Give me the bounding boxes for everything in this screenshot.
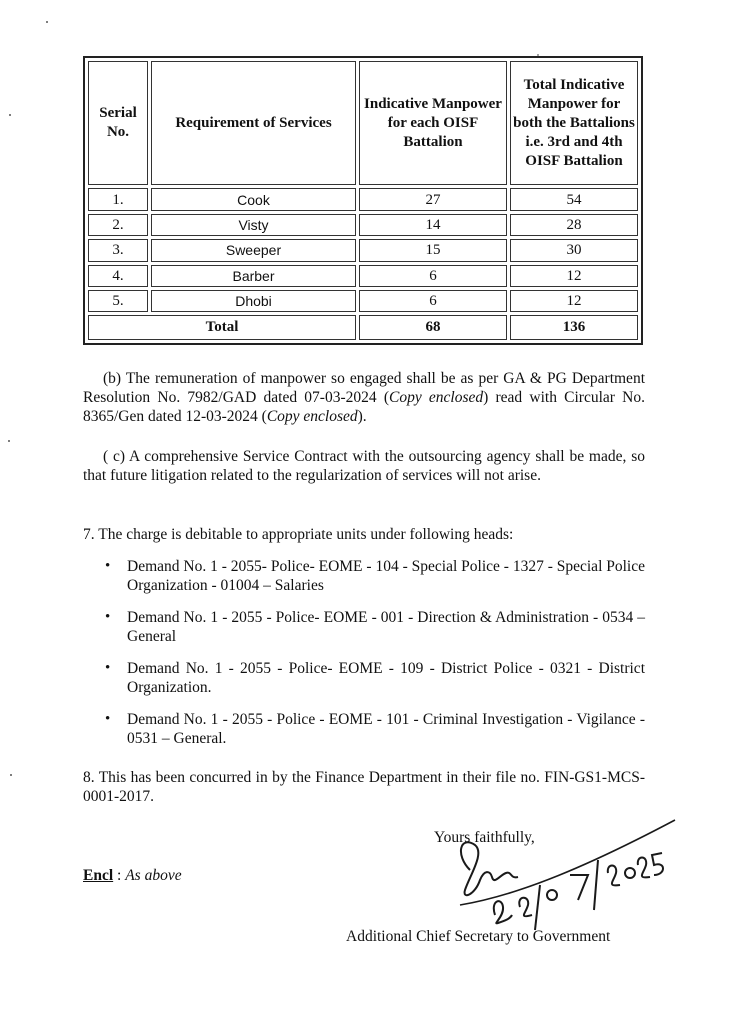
table-total-row xyxy=(88,315,638,340)
list-item-text: Demand No. 1 - 2055 - Police- EOME - 001 - Direction & Administration - 0534 – General xyxy=(127,609,645,645)
cell-each: 6 xyxy=(359,290,507,312)
cell-each: 27 xyxy=(359,188,507,210)
header-requirement: Requirement of Services xyxy=(151,61,356,185)
cell-each: 15 xyxy=(359,239,507,261)
cell-service: Sweeper xyxy=(151,239,356,261)
cell-serial: 1. xyxy=(88,188,148,210)
list-item xyxy=(83,557,645,595)
table-row xyxy=(88,214,638,236)
cell-both: 12 xyxy=(510,290,638,312)
list-item xyxy=(83,608,645,646)
table-row xyxy=(88,239,638,261)
cell-serial: 4. xyxy=(88,265,148,287)
closing-salutation: Yours faithfully, xyxy=(434,829,535,846)
enclosure-value: As above xyxy=(125,867,182,884)
total-each: 68 xyxy=(359,315,507,340)
cell-both: 54 xyxy=(510,188,638,210)
paragraph-b-copy2: Copy enclosed xyxy=(266,408,358,425)
cell-service: Dhobi xyxy=(151,290,356,312)
cell-each: 14 xyxy=(359,214,507,236)
bullet-icon: • xyxy=(105,609,111,625)
cell-serial: 2. xyxy=(88,214,148,236)
list-item-text: Demand No. 1 - 2055 - Police- EOME - 109 - District Police - 0321 - District Organization. xyxy=(127,660,645,696)
cell-both: 12 xyxy=(510,265,638,287)
list-item-text: Demand No. 1 - 2055 - Police - EOME - 101 - Criminal Investigation - Vigilance - 0531 – General. xyxy=(127,711,645,747)
handwritten-signature xyxy=(440,815,690,935)
list-item xyxy=(83,659,645,697)
cell-both: 30 xyxy=(510,239,638,261)
header-total-indicative: Total Indicative Manpower for both the Battalions i.e. 3rd and 4th OISF Battalion xyxy=(510,61,638,185)
table-row xyxy=(88,290,638,312)
table-row xyxy=(88,188,638,210)
enclosure-line xyxy=(83,866,182,885)
header-serial: Serial No. xyxy=(88,61,148,185)
cell-service: Cook xyxy=(151,188,356,210)
paragraph-c: ( c) A comprehensive Service Contract with the outsourcing agency shall be made, so that future litigation related to the regularization of services will not arise. xyxy=(83,448,645,484)
list-item-text: Demand No. 1 - 2055- Police- EOME - 104 - Special Police - 1327 - Special Police Organization - 01004 – Salaries xyxy=(127,558,645,594)
paragraph-b xyxy=(83,369,645,426)
paragraph-8: 8. This has been concurred in by the Finance Department in their file no. FIN-GS1-MCS-0001-2017. xyxy=(83,769,645,805)
budget-heads-list xyxy=(83,557,645,761)
total-both: 136 xyxy=(510,315,638,340)
enclosure-separator: : xyxy=(113,867,126,884)
table-row xyxy=(88,265,638,287)
paragraph-b-prefix: (b) The remuneration of manpower so engaged shall be as per GA & PG Department Resolution No. 7982/GAD dated 07-03-2024 ( xyxy=(83,370,645,406)
paragraph-7: 7. The charge is debitable to appropriate units under following heads: xyxy=(83,526,514,543)
cell-service: Visty xyxy=(151,214,356,236)
bullet-icon: • xyxy=(105,711,111,727)
cell-service: Barber xyxy=(151,265,356,287)
bullet-icon: • xyxy=(105,660,111,676)
table-header-row xyxy=(88,61,638,185)
paragraph-b-suffix: ). xyxy=(357,408,367,425)
total-label: Total xyxy=(88,315,356,340)
paragraph-b-copy1: Copy enclosed xyxy=(388,389,484,406)
list-item xyxy=(83,710,645,748)
bullet-icon: • xyxy=(105,558,111,574)
cell-each: 6 xyxy=(359,265,507,287)
cell-both: 28 xyxy=(510,214,638,236)
header-indicative: Indicative Manpower for each OISF Battalion xyxy=(359,61,507,185)
manpower-table xyxy=(83,56,643,345)
enclosure-label: Encl xyxy=(83,867,114,884)
cell-serial: 5. xyxy=(88,290,148,312)
cell-serial: 3. xyxy=(88,239,148,261)
signatory-designation: Additional Chief Secretary to Government xyxy=(346,928,611,945)
paragraph-b-middle: ) read with Circular No. 8365/Gen dated 12-03-2024 ( xyxy=(83,389,645,425)
